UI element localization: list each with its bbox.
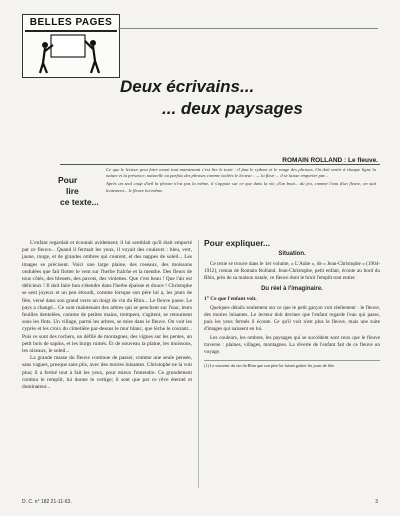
page-footer [22, 499, 378, 509]
explanation-heading: Pour expliquer... [204, 238, 271, 248]
explanation-text: Quelques détails seulement sur ce que le petit garçon voit réellement : le fleuve, des moires luisantes. Le lecteur doit deviner que l'enfant regarde l'eau qui passe, puis les yeux fermés il écoute. Ce qu'il voit n'est plus le fleuve, mais une suite d'images qui naissent en lui. [204, 305, 380, 332]
excerpt-paragraph: La grande masse du fleuve continue de passer, comme une seule pensée, sans vagues, presque sans plis, avec des moires luisantes. Christophe ne la voit plus; il a fermé tout à fait les yeux, pour mieux l'entendre. Ce grondement continu le remplit, lui donne le vertige; il sent que par ce rêve éternel et dominateur... [22, 355, 192, 391]
author-heading: ROMAIN ROLLAND : Le fleuve. [278, 157, 378, 164]
section-rule [60, 164, 380, 165]
page-number: 3 [375, 499, 378, 505]
situation-heading: Situation. [278, 251, 306, 257]
explanation-column [204, 240, 380, 370]
excerpt-paragraph: L'enfant regardait et écoutait avidement; il lui semblait qu'il était emporté par ce fleuve... Quand il fermait les yeux, il voyait des couleurs : bleu, vert, jaune, rouge, et de grandes ombres qui courent, et des nappes de soleil... Les images se précisent. Voici une large plaine, des roseaux, des moissons ondulées que fait flotter le vent sur l'herbe fraîche et la menthe. Des fleurs de tous côtés, des bleuets, des pavots, des violettes. Que c'est beau ! Que l'air est délicieux ! Il doit faire bon s'étendre dans l'herbe épaisse et douce ! Christophe se sent joyeux et un peu étourdi, comme lorsque son père lui a, les jours de fête, versé dans son grand verre un doigt de vin du Rhin... Le fleuve passe. Le pays a changé... Ce sont maintenant des arbres qui se penchent sur l'eau; leurs feuilles dentelées, comme de petites mains, trempent, s'agitent, se retournent sous les flots. Un village, parmi les arbres, se mire dans le fleuve. On voit les cyprès et les croix du cimetière par-dessus le mur blanc, que lèche le courant... Puis ce sont des rochers, un défilé de montagnes, des vignes sur les pentes, un petit bois de sapins, et les burgs ruinés. Et de nouveau la plaine, les moissons, les oiseaux, le soleil... [22, 240, 192, 355]
top-rule [118, 28, 378, 29]
situation-text: Ce texte se trouve dans le 1er volume, « L'Aube », de « Jean-Christophe » (1904-1912), roman de Romain Rolland. Jean-Christophe, petit enfant, écoute au bord du Rhin, près de sa maison natale, ce fleuve dont le bruit l'emplit tout entier. [204, 261, 380, 281]
title-line-1: Deux écrivains... [120, 77, 255, 96]
section-title: BELLES PAGES [25, 16, 117, 32]
intro-paragraph: Après un seul coup d'œil la phrase n'est pas la même, il s'appuie sur ce que dans la vie, d'un bout... du jeu, comme l'eau d'un fleuve, on suit lentement... le fleuve lui-même. [106, 181, 376, 193]
belles-pages-band [22, 14, 120, 78]
column-divider [198, 240, 199, 488]
sidehead-word-2: lire [66, 186, 79, 196]
title-line-2: ... deux paysages [162, 99, 303, 118]
intro-paragraph: Ce que le lecteur peut faire avant tout maintenant c'est lire le texte : il faut le rythme et le rouge des phrases. On doit sentir à chaque ligne la nature et la présence, naturelle ou parfois des phrases comme isolées le lecteur : — la fleur ... il se laisse emporter par... [106, 167, 376, 179]
sidehead-word-3: ce texte... [60, 197, 99, 207]
subheading: 1° Ce que l'enfant voit. [204, 296, 257, 302]
page-title [120, 76, 380, 120]
excerpt-column [22, 240, 192, 391]
figures-illustration-icon [29, 33, 113, 75]
intro-text [106, 167, 376, 196]
explanation-text: Les couleurs, les ombres, les paysages qui se succèdent sont ceux que le fleuve traverse : plaines, villages, montagnes. La rêverie de l'enfant fait de ce fleuve un voyage. [204, 335, 380, 355]
issue-reference: D. C. n° 182 21-11-63. [22, 499, 72, 505]
footnote: (1) Le souvenir du vin du Rhin que son père lui faisait goûter les jours de fête. [204, 360, 380, 368]
sidehead-word-1: Pour [58, 175, 78, 185]
reading-sidehead [58, 175, 102, 208]
reel-heading: Du réel à l'imaginaire. [261, 286, 323, 292]
